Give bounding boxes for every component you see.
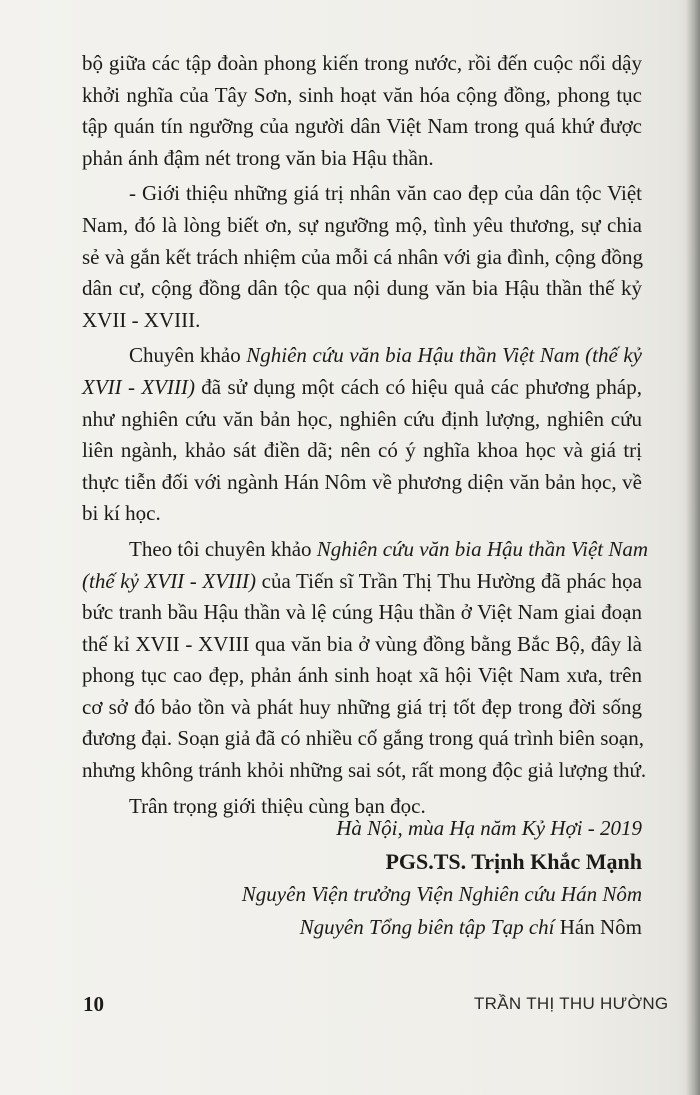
paragraph: [82, 178, 642, 336]
page-number: 10: [83, 992, 104, 1016]
text-line: XVII - XVIII) đã sử dụng một cách có hiệu quả các phương pháp,: [82, 374, 643, 399]
paragraph: [82, 534, 649, 787]
text-line: XVII - XVIII.: [82, 307, 201, 332]
text-line: dân cư, cộng đồng dân tộc qua nội dung văn bia Hậu thần thế kỷ: [82, 276, 642, 301]
page-edge-shadow: [686, 0, 700, 1095]
text-line: liên ngành, khảo sát điền dã; nên có ý nghĩa khoa học và giá trị: [82, 438, 642, 463]
text-line: nhưng không tránh khỏi những sai sót, rất mong độc giả lượng thứ.: [82, 758, 647, 783]
text-line: tập quán tín ngưỡng của người dân Việt Nam trong quá khứ được: [82, 114, 642, 139]
body-text: [82, 48, 649, 822]
paragraph: [82, 340, 642, 530]
text-line: phản ánh đậm nét trong văn bia Hậu thần.: [82, 145, 434, 170]
signature-name: PGS.TS. Trịnh Khắc Mạnh: [385, 849, 642, 874]
text-line: sẻ và gắn kết trách nhiệm của mỗi cá nhân với gia đình, cộng đồng: [82, 244, 644, 269]
text-line: Trân trọng giới thiệu cùng bạn đọc.: [129, 793, 426, 818]
signature-place-date: Hà Nội, mùa Hạ năm Kỷ Hợi - 2019: [336, 816, 642, 840]
text-line: - Giới thiệu những giá trị nhân văn cao đẹp của dân tộc Việt: [129, 181, 642, 206]
text-line: đương đại. Soạn giả đã có nhiều cố gắng trong quá trình biên soạn,: [82, 726, 644, 751]
text-line: bộ giữa các tập đoàn phong kiến trong nước, rồi đến cuộc nổi dậy: [82, 51, 642, 75]
running-footer-author: TRẦN THỊ THU HƯỜNG: [474, 994, 669, 1013]
text-line: như nghiên cứu văn bản học, nghiên cứu định lượng, nghiên cứu: [82, 406, 642, 431]
text-line: Theo tôi chuyên khảo Nghiên cứu văn bia Hậu thần Việt Nam: [129, 536, 649, 561]
text-line: (thế kỷ XVII - XVIII) của Tiến sĩ Trần Thị Thu Hường đã phác họa: [82, 568, 642, 593]
text-line: thế kỉ XVII - XVIII qua văn bia ở vùng đồng bằng Bắc Bộ, đây là: [82, 631, 642, 656]
text-line: khởi nghĩa của Tây Sơn, sinh hoạt văn hóa cộng đồng, phong tục: [82, 82, 642, 107]
text-line: Nam, đó là lòng biết ơn, sự ngưỡng mộ, tình yêu thương, sự chia: [82, 212, 642, 237]
text-line: bi kí học.: [82, 501, 161, 526]
text-line: cơ sở đó bảo tồn và phát huy những giá trị tốt đẹp trong đời sống: [82, 694, 642, 719]
signature-block: [82, 812, 642, 944]
text-line: Chuyên khảo Nghiên cứu văn bia Hậu thần Việt Nam (thế kỷ: [129, 343, 642, 368]
paragraph: [82, 48, 642, 174]
signature-title-2: Nguyên Tổng biên tập Tạp chí Hán Nôm: [299, 915, 642, 939]
text-line: bức tranh bầu Hậu thần và lệ cúng Hậu thần ở Việt Nam giai đoạn: [82, 600, 642, 625]
text-line: phong tục cao đẹp, phản ánh sinh hoạt xã hội Việt Nam xưa, trên: [82, 663, 642, 688]
text-line: thực tiễn đối với ngành Hán Nôm về phương diện văn bản học, về: [82, 469, 642, 494]
signature-title-1: Nguyên Viện trưởng Viện Nghiên cứu Hán Nôm: [241, 882, 642, 906]
